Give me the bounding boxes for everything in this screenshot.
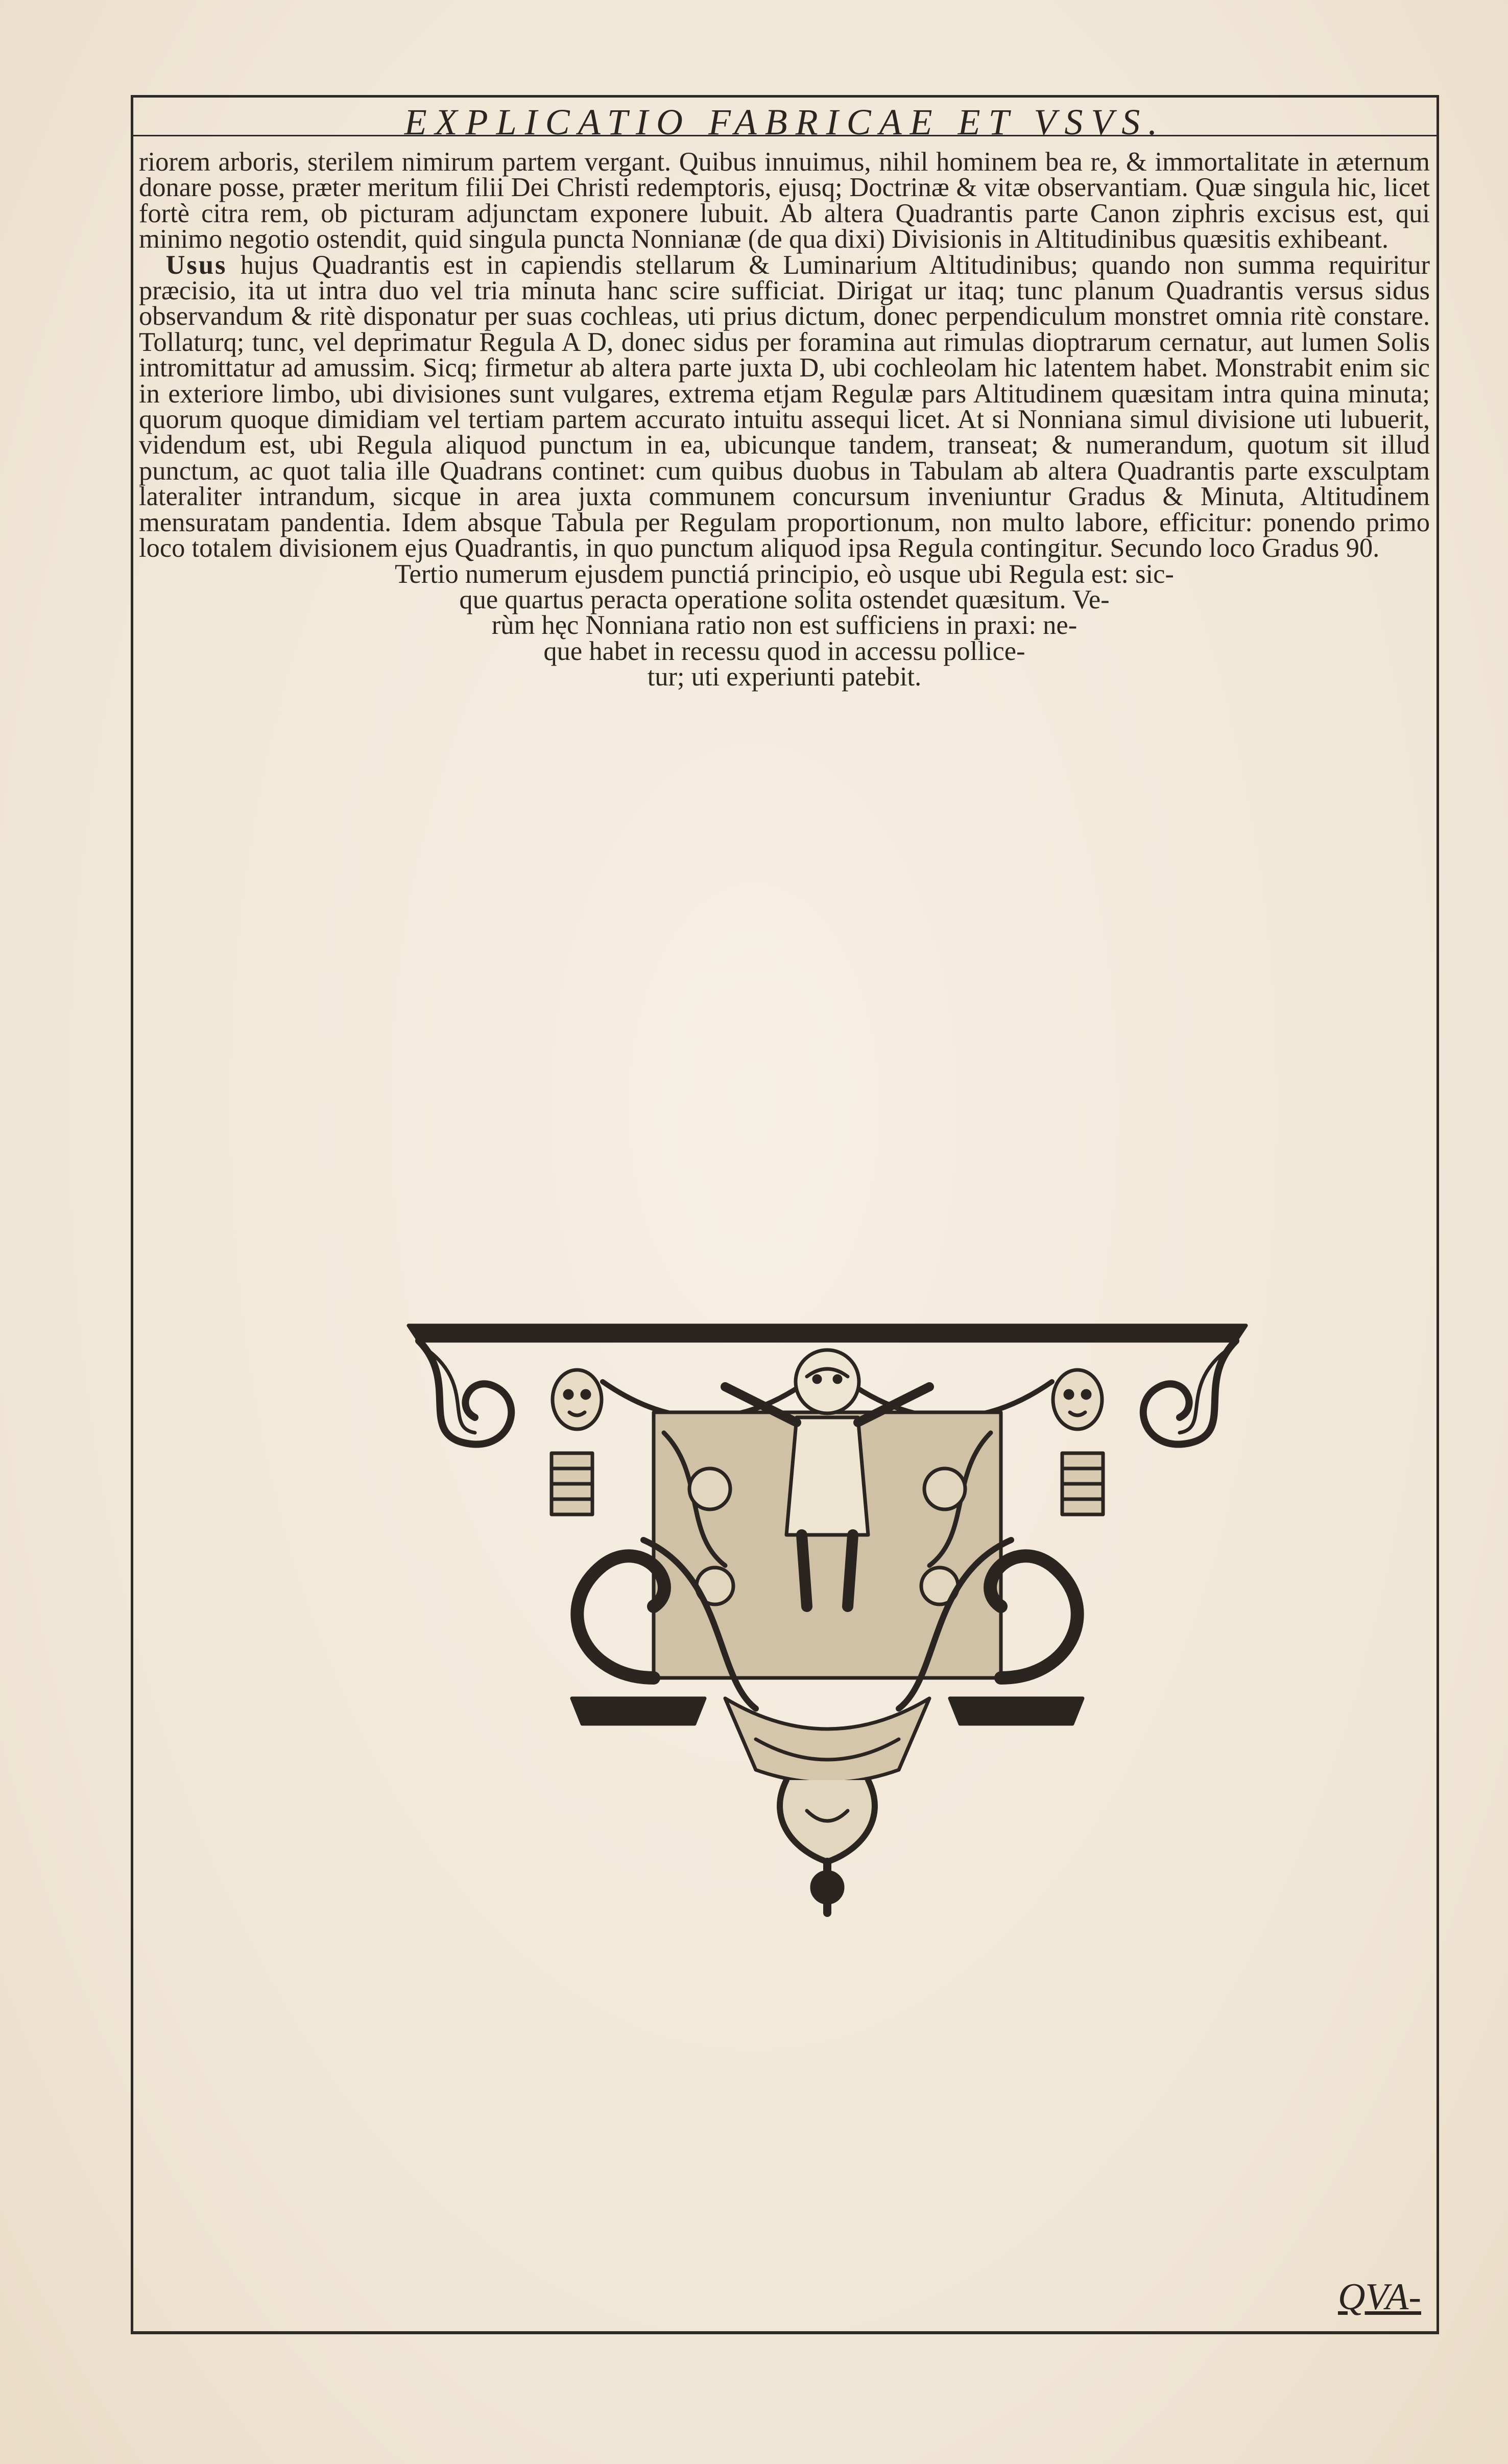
paragraph-2: [139, 252, 1430, 561]
catchword: QVA-: [1338, 2276, 1421, 2318]
tail-line-1: Tertio numerum ejusdem punctiá principio, eò usque ubi Regula est: sic-: [395, 559, 1174, 589]
running-head: EXPLICATIO FABRICAE ET VSVS.: [404, 102, 1166, 143]
tail-line-4: que habet in recessu quod in accessu pollice-: [543, 636, 1025, 666]
body-text: [139, 149, 1430, 690]
tail-line-2: que quartus peracta operatione solita ostendet quæsitum. Ve-: [459, 584, 1110, 614]
paragraph-2-lead: Usus: [165, 250, 227, 280]
tail-line-3: rùm hęc Nonniana ratio non est sufficiens in praxi: ne-: [491, 610, 1078, 641]
footer-rule: [131, 2331, 1439, 2334]
ornament-top-bar: [409, 1325, 1246, 1341]
cherub-tailpiece-ornament: [398, 1320, 1256, 1923]
tail-line-5: tur; uti experiunti patebit.: [647, 662, 922, 692]
paragraph-1: riorem arboris, sterilem nimirum partem vergant. Quibus innuimus, nihil hominem bea re, & immortalitate in æternum donare posse, præter meritum filii Dei Christi redemptoris, ejusq; Doctrinæ & vitæ observantiam. Quæ singula hic, licet fortè citra rem, ob picturam adjunctam exponere lubuit. Ab altera Quadrantis parte Canon ziphris excisus est, qui minimo negotio ostendit, quid singula puncta Nonnianæ (de qua dixi) Divisionis in Altitudinibus quæsitis exhibeant.: [139, 147, 1430, 254]
paragraph-2-text: hujus Quadrantis est in capiendis stellarum & Luminarium Altitudinibus; quando non summa requiritur præcisio, ita ut intra duo vel tria minuta hanc scire sufficiat. Dirigat ur itaq; tunc planum Quadrantis versus sidus observandum & ritè disponatur per suas cochleas, uti prius dictum, donec perpendiculum monstret omnia ritè constare. Tollaturq; tunc, vel deprimatur Regula A D, donec sidus per foramina aut rimulas dioptrarum cernatur, aut lumen Solis intromittatur ad amussim. Sicq; firmetur ab altera parte juxta D, ubi cochleolam hic latentem habet. Monstrabit enim sic in exteriore limbo, ubi divisiones sunt vulgares, extrema etjam Regulæ pars Altitudinem quæsitam intra quina minuta; quorum quoque dimidiam vel tertiam partem accurato intuitu assequi licet. At si Nonniana simul divisione uti lubuerit, videndum est, ubi Regula aliquod punctum in ea, ubicunque tandem, transeat; & numerandum, quotum sit illud punctum, ac quot talia ille Quadrans continet: cum quibus duobus in Tabulam ab altera Quadrantis parte exsculptam lateraliter intrandum, sicque in area juxta communem concursum inveniuntur Gradus & Minuta, Altitudinem mensuratam pandentia. Idem absque Tabula per Regulam proportionum, non multo labore, efficitur: ponendo primo loco totalem divisionem ejus Quadrantis, in quo punctum aliquod ipsa Regula contingitur. Secundo loco Gradus 90.: [139, 250, 1430, 563]
